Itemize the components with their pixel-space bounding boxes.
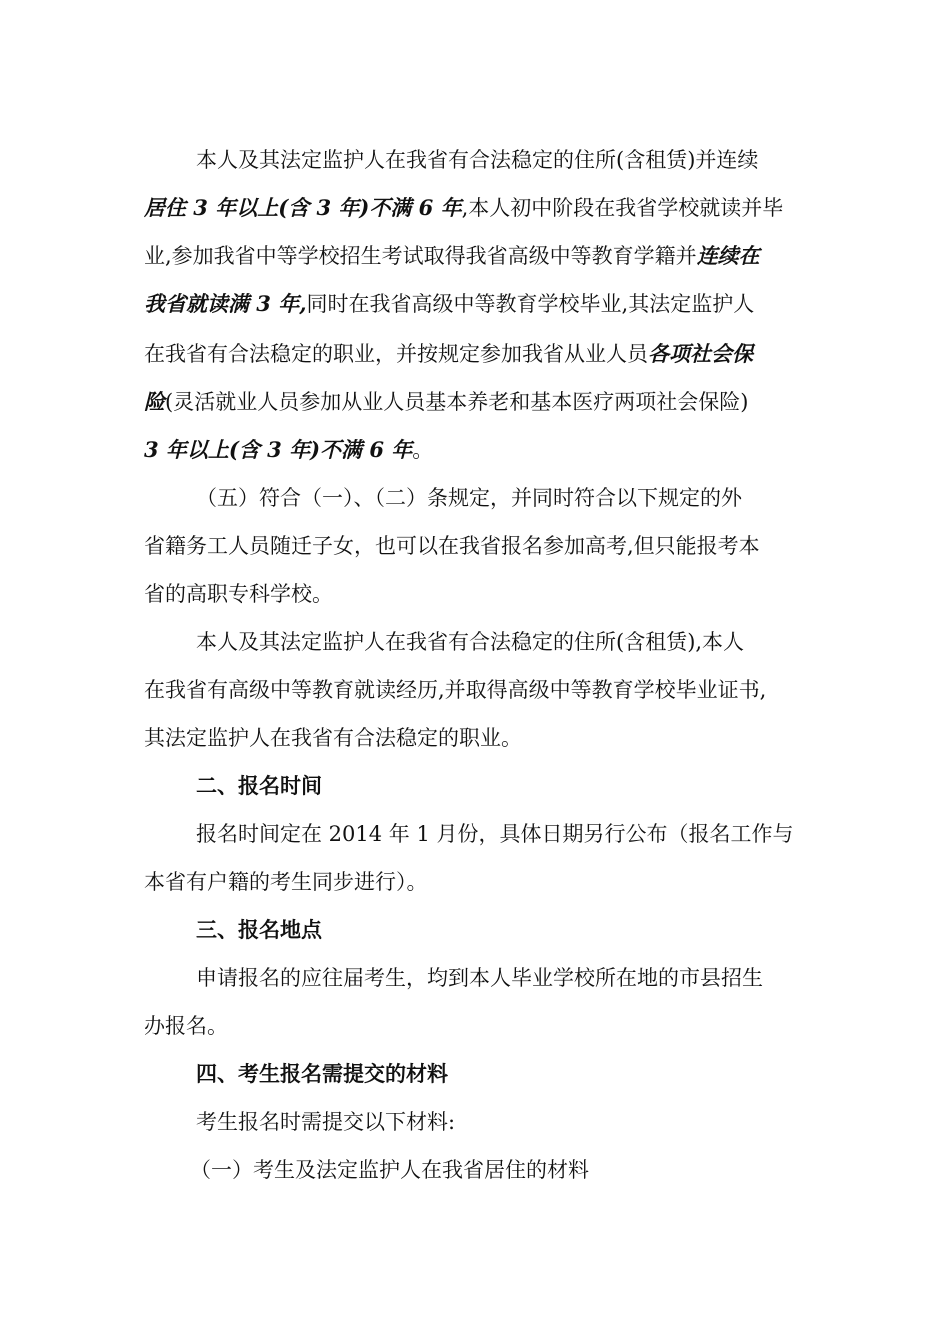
paragraph-line [144, 723, 814, 753]
text: (灵活就业人员参加从业人员基本养老和基本医疗两项社会保险) [165, 390, 749, 414]
text: ,本人初中阶段在我省学校就读并毕 [461, 196, 784, 220]
text: 申请报名的应往届考生，均到本人毕业学校所在地的市县招生 [196, 966, 763, 990]
text: 省的高职专科学校。 [144, 582, 333, 606]
paragraph-line [196, 627, 816, 657]
text: 报名时间定在 2014 年 1 月份，具体日期另行公布（报名工作与 [196, 822, 794, 846]
text: 在我省有合法稳定的职业，并按规定参加我省从业人员 [144, 342, 648, 366]
emphasis-text: 3 年以上(含 3 年)不满 6 年 [144, 437, 413, 462]
text: 省籍务工人员随迁子女，也可以在我省报名参加高考,但只能报考本 [144, 534, 760, 558]
text: 本人及其法定监护人在我省有合法稳定的住所(含租赁),本人 [196, 630, 745, 654]
emphasis-text: 居住 3 年以上(含 3 年)不满 6 年 [144, 195, 462, 220]
paragraph-line [144, 339, 814, 369]
paragraph-line [144, 579, 814, 609]
text: 业,参加我省中等学校招生考试取得我省高级中等教育学籍并 [144, 244, 697, 268]
text: （一）考生及法定监护人在我省居住的材料 [190, 1158, 589, 1182]
paragraph-line [144, 531, 814, 561]
paragraph-line [196, 145, 816, 175]
section-heading: 三、报名地点 [196, 917, 322, 942]
section-heading: 二、报名时间 [196, 773, 322, 798]
text: 同时在我省高级中等教育学校毕业,其法定监护人 [306, 292, 755, 316]
paragraph-line [196, 1107, 816, 1137]
paragraph-line [144, 675, 814, 705]
section-heading: 四、考生报名需提交的材料 [196, 1061, 448, 1086]
emphasis-text: 连续在 [696, 243, 760, 268]
text: （五）符合（一）、（二）条规定，并同时符合以下规定的外 [196, 486, 742, 510]
emphasis-text: 我省就读满 3 年, [144, 291, 307, 316]
emphasis-text: 险 [144, 389, 165, 414]
paragraph-line [144, 387, 814, 417]
text: 其法定监护人在我省有合法稳定的职业。 [144, 726, 522, 750]
paragraph-line [144, 193, 814, 223]
paragraph-line [196, 819, 816, 849]
paragraph-line [196, 963, 816, 993]
paragraph-line [144, 1011, 814, 1041]
emphasis-text: 各项社会保 [648, 341, 753, 366]
paragraph-line [196, 483, 816, 513]
text: 本人及其法定监护人在我省有合法稳定的住所(含租赁)并连续 [196, 148, 759, 172]
text: 本省有户籍的考生同步进行）。 [144, 870, 428, 894]
paragraph-line [144, 241, 814, 271]
text: 。 [412, 438, 434, 462]
paragraph-line [190, 1155, 816, 1185]
text: 考生报名时需提交以下材料: [196, 1110, 456, 1134]
paragraph-line [144, 867, 814, 897]
text: 在我省有高级中等教育就读经历,并取得高级中等教育学校毕业证书, [144, 678, 767, 702]
paragraph-line [144, 435, 814, 465]
paragraph-line [144, 289, 814, 319]
text: 办报名。 [144, 1014, 228, 1038]
